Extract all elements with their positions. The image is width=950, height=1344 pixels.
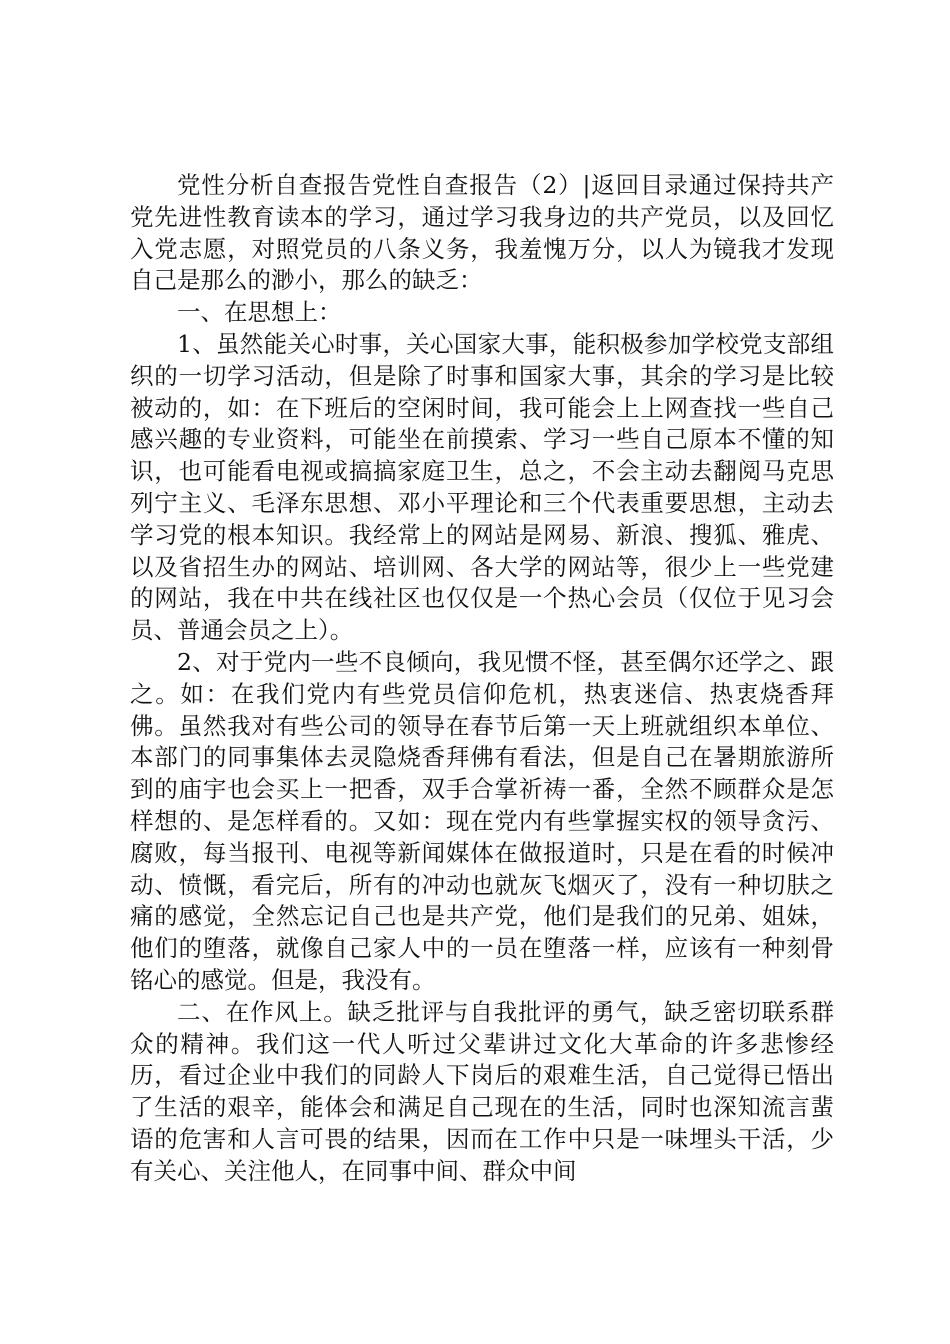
paragraph-point-1: 1、虽然能关心时事，关心国家大事，能积极参加学校党支部组织的一切学习活动，但是除了时事和国家大事，其余的学习是比较被动的，如：在下班后的空闲时间，我可能会上上网查找一些自己感兴趣的专业资料，可能坐在前摸索、学习一些自己原本不懂的知识，也可能看电视或搞搞家庭卫生，总之，不会主动去翻阅马克思列宁主义、毛泽东思想、邓小平理论和三个代表重要思想，主动去学习党的根本知识。我经常上的网站是网易、新浪、搜狐、雅虎、以及省招生办的网站、培训网、各大学的网站等，很少上一些党建的网站，我在中共在线社区也仅仅是一个热心会员（仅位于见习会员、普通会员之上）。 xyxy=(130,329,834,645)
paragraph-section-style: 二、在作风上。缺乏批评与自我批评的勇气，缺乏密切联系群众的精神。我们这一代人听过父辈讲过文化大革命的许多悲惨经历，看过企业中我们的同龄人下岗后的艰难生活，自己觉得已悟出了生活的艰辛，能体会和满足自己现在的生活，同时也深知流言蜚语的危害和人言可畏的结果，因而在工作中只是一味埋头干活，少有关心、关注他人，在同事中间、群众中间 xyxy=(130,997,834,1185)
document-body xyxy=(130,170,834,1188)
section-heading-thought: 一、在思想上： xyxy=(177,298,342,327)
paragraph-intro: 党性分析自查报告党性自查报告（2）|返回目录通过保持共产党先进性教育读本的学习，通过学习我身边的共产党员，以及回忆入党志愿，对照党员的八条义务，我羞愧万分，以人为镜我才发现自己是那么的渺小，那么的缺乏： xyxy=(130,171,834,295)
paragraph-point-2: 2、对于党内一些不良倾向，我见惯不怪，甚至偶尔还学之、跟之。如：在我们党内有些党员信仰危机，热衷迷信、热衷烧香拜佛。虽然我对有些公司的领导在春节后第一天上班就组织本单位、本部门的同事集体去灵隐烧香拜佛有看法，但是自己在暑期旅游所到的庙宇也会买上一把香，双手合掌祈祷一番，全然不顾群众是怎样想的、是怎样看的。又如：现在党内有些掌握实权的领导贪污、腐败，每当报刊、电视等新闻媒体在做报道时，只是在看的时候冲动、愤慨，看完后，所有的冲动也就灰飞烟灭了，没有一种切肤之痛的感觉，全然忘记自己也是共产党，他们是我们的兄弟、姐妹，他们的堕落，就像自己家人中的一员在堕落一样，应该有一种刻骨铭心的感觉。但是，我没有。 xyxy=(130,647,834,994)
